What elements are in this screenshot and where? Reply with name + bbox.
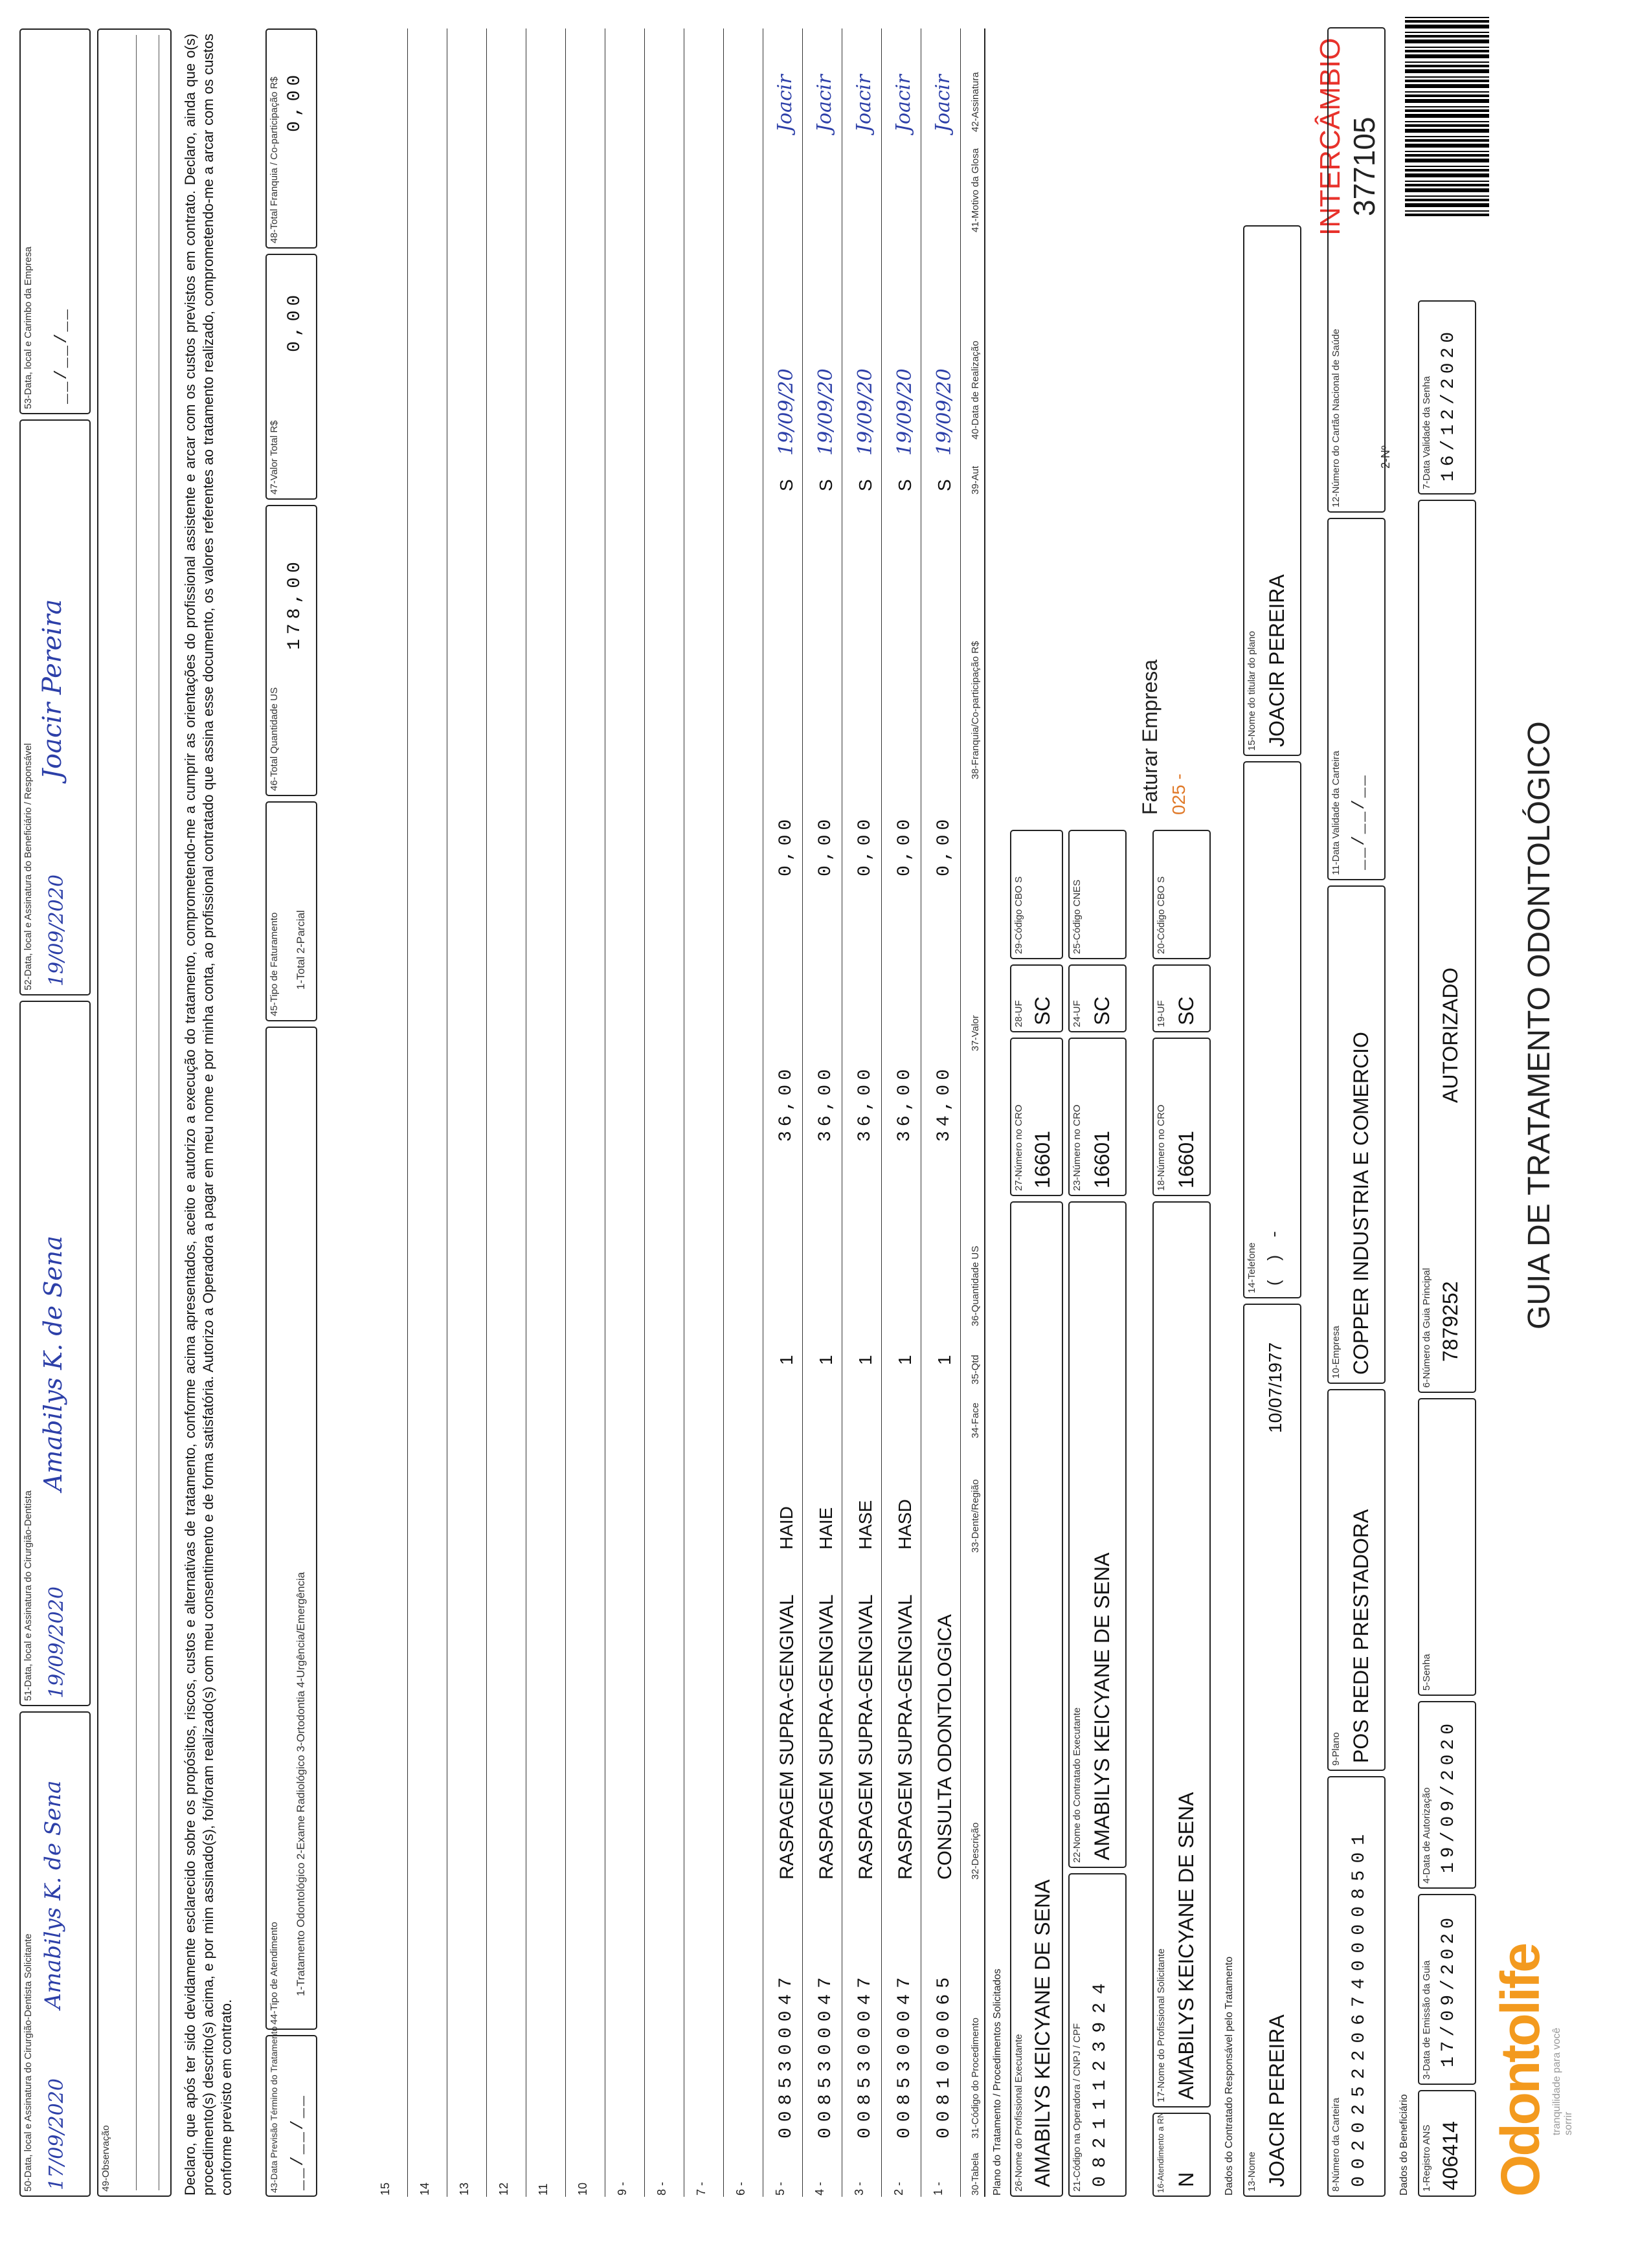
declaracao-text: Declaro, que após ter sido devidamente esclarecido sobre os propósitos, riscos, custos e alternativas de tratamento, conforme acima apresentados, aceito e autorizo a execução do tratamento, comprometendo-me a cumprir as orientações do profissional assistente e arcar com os custos previstos em contrato. Declaro, ainda que o(s) procedimento(s) descrito(s) acima, e por mim assinado(s), foi/foram realizado(s) com meu consentimento e de forma satisfatória. Autorizo a Operadora a pagar em meu nome e por minha conta, ao profissional contratado que assina esse documento, os valores referentes ao tratamento realizado, comprometendo-me a arcar com os custos conforme previsto em contrato.	[182, 34, 234, 2196]
table-row	[774, 0, 802, 2268]
table-row-line	[486, 28, 487, 2197]
data-beneficiario: 19/09/2020	[45, 874, 68, 986]
table-row-line	[565, 28, 566, 2197]
field-4-label: 4-Data de Autorização	[1421, 1787, 1432, 1884]
row-us: 36,00	[816, 1064, 836, 1142]
field-51-label: 51-Data, local e Assinatura do Cirurgião-Dentista	[23, 1490, 34, 1701]
data-nascimento: 10/07/1977	[1265, 1342, 1285, 1433]
col-dente: 33-Dente/Região	[970, 1479, 981, 1553]
total-franquia: 0,00	[285, 70, 305, 132]
total-quantidade-us: 178,00	[285, 557, 305, 650]
col-tabela: 30-Tabela	[970, 2153, 981, 2196]
row-us: 36,00	[776, 1064, 796, 1142]
row-valor: 0,00	[776, 814, 796, 876]
row-descricao: RASPAGEM SUPRA-GENGIVAL	[895, 1594, 916, 1880]
row-aut: S	[855, 479, 875, 491]
row-codigo: 0085300047	[895, 1971, 915, 2139]
row-number: 5 -	[774, 2181, 787, 2196]
logo-brand: Odontolife	[1490, 1944, 1551, 2197]
table-row	[458, 0, 486, 2268]
table-row	[576, 0, 605, 2268]
field-5-label: 5-Senha	[1421, 1654, 1432, 1691]
field-9-label: 9-Plano	[1331, 1732, 1342, 1766]
data-autorizacao: 19/09/2020	[1439, 1718, 1459, 1873]
row-number: 13	[458, 2182, 471, 2196]
row-codigo: 0085300047	[776, 1971, 796, 2139]
row-dente: HAIE	[816, 1507, 836, 1550]
cro-executante: 16601	[1031, 1131, 1054, 1188]
row-qtd: 1	[934, 1355, 954, 1365]
field-15-label: 15-Nome do titular do plano	[1246, 630, 1257, 751]
table-row-line	[802, 28, 803, 2197]
col-franquia: 38-Franquia/Co-participação R$	[970, 641, 981, 779]
row-number: 7 -	[695, 2181, 708, 2196]
row-qtd: 1	[816, 1355, 836, 1365]
table-top-line	[984, 28, 985, 2197]
contratado-executante: AMABILYS KEICYANE DE SENA	[1090, 1552, 1114, 1860]
observacao-line-1	[136, 35, 137, 2190]
uf-solicitante: SC	[1174, 996, 1198, 1025]
row-number: 11	[537, 2183, 550, 2196]
row-descricao: RASPAGEM SUPRA-GENGIVAL	[855, 1594, 877, 1880]
table-row	[616, 0, 644, 2268]
empresa: COPPER INDUSTRIA E COMERCIO	[1349, 1032, 1373, 1375]
col-assinatura: 42-Assinatura	[970, 72, 981, 132]
col-aut: 39-Aut	[970, 465, 981, 495]
uf-contratado: SC	[1090, 996, 1114, 1025]
row-descricao: CONSULTA ODONTOLOGICA	[934, 1614, 956, 1880]
field-26-label: 26-Nome do Profissional Executante	[1013, 2034, 1024, 2192]
row-qtd: 1	[776, 1355, 796, 1365]
section-beneficiario: Dados do Beneficiário	[1398, 2094, 1410, 2196]
row-number: 3 -	[853, 2181, 866, 2196]
plano: POS REDE PRESTADORA	[1349, 1509, 1373, 1763]
field-5-box	[1418, 1398, 1476, 1696]
row-assinatura: Joacir	[813, 74, 836, 132]
field-13-label: 13-Nome	[1246, 2151, 1257, 2192]
validade-senha: 16/12/2020	[1439, 327, 1459, 482]
row-codigo: 0085300047	[855, 1971, 875, 2139]
field-46-label: 46-Total Quantidade US	[269, 687, 280, 791]
data-empresa: __/__/__	[52, 307, 71, 404]
col-us: 36-Quantidade US	[970, 1245, 981, 1326]
row-number: 9 -	[616, 2181, 629, 2196]
field-44-label: 44-Tipo de Atendimento	[269, 1922, 280, 2025]
field-45-label: 45-Tipo de Faturamento	[269, 912, 280, 1016]
section-solicitante: Dados do Contratado Responsável pelo Tratamento	[1224, 1956, 1235, 2196]
row-descricao: RASPAGEM SUPRA-GENGIVAL	[776, 1594, 798, 1880]
assinatura-beneficiario: Joacir Pereira	[38, 599, 67, 779]
validade-carteira: __/__/__	[1349, 773, 1369, 870]
data-executante: 19/09/2020	[45, 1586, 68, 1698]
data-emissao: 17/09/2020	[1439, 1913, 1459, 2067]
numero-carteira: 00202522067400008501	[1349, 1827, 1369, 2187]
telefone: ( ) -	[1265, 1227, 1285, 1287]
row-number: 2 -	[892, 2181, 905, 2196]
cro-contratado: 16601	[1090, 1131, 1114, 1188]
row-valor: 0,00	[934, 814, 954, 876]
field-6-box	[1418, 500, 1476, 1393]
table-row	[932, 0, 960, 2268]
field-50-label: 50-Data, local e Assinatura do Cirurgião-Dentista Solicitante	[23, 1933, 34, 2192]
row-codigo: 0081000065	[934, 1971, 954, 2139]
col-codigo: 31-Código do Procedimento	[970, 2018, 981, 2139]
col-qtd: 35-Qtd	[970, 1355, 981, 1384]
field-52-label: 52-Data, local e Assinatura do Beneficiário / Responsável	[23, 743, 34, 990]
table-row	[813, 0, 842, 2268]
registro-ans: 406414	[1439, 2121, 1462, 2190]
field-28-label: 28-UF	[1013, 1000, 1024, 1027]
table-row	[655, 0, 684, 2268]
table-row-line	[960, 28, 961, 2197]
row-us: 36,00	[895, 1064, 915, 1142]
field-25-label: 25-Código CNES	[1072, 879, 1083, 954]
row-assinatura: Joacir	[774, 74, 796, 132]
field-11-label: 11-Data Validade da Carteira	[1331, 750, 1342, 875]
uf-executante: SC	[1031, 996, 1054, 1025]
profissional-solicitante: AMABILYS KEICYANE DE SENA	[1174, 1792, 1198, 2100]
previsao-termino: __/__/__	[288, 2094, 308, 2190]
row-qtd: 1	[895, 1355, 915, 1365]
atendimento-rn: N	[1174, 2172, 1198, 2187]
cro-solicitante: 16601	[1174, 1131, 1198, 1188]
row-us: 34,00	[934, 1064, 954, 1142]
row-codigo: 0085300047	[816, 1971, 836, 2139]
table-row-line	[881, 28, 882, 2197]
row-valor: 0,00	[895, 814, 915, 876]
titular-plano: JOACIR PEREIRA	[1265, 574, 1288, 747]
field-48-label: 48-Total Franquia / Co-participação R$	[269, 76, 280, 243]
row-dente: HASE	[855, 1500, 875, 1550]
barcode	[1405, 16, 1489, 216]
faturar-text: Faturar Empresa	[1138, 659, 1162, 815]
row-aut: S	[895, 479, 915, 491]
field-19-label: 19-UF	[1156, 1000, 1167, 1027]
tipo-atendimento-options: 1-Tratamento Odontológico 2-Exame Radiológico 3-Ortodontia 4-Urgência/Emergência	[295, 1572, 307, 1996]
row-number: 14	[418, 2182, 431, 2196]
row-data: 19/09/20	[775, 368, 798, 456]
table-row	[418, 0, 447, 2268]
faturar-code: 025 -	[1169, 773, 1189, 815]
field-14-label: 14-Telefone	[1246, 1242, 1257, 1293]
table-row	[734, 0, 763, 2268]
field-22-label: 22-Nome do Contratado Executante	[1072, 1707, 1083, 1863]
field-18-label: 18-Número no CRO	[1156, 1104, 1167, 1191]
col-glosa: 41-Motivo da Glosa	[970, 148, 981, 232]
row-number: 1 -	[932, 2181, 945, 2196]
guia-number: 377105	[1347, 117, 1381, 216]
odontolife-logo	[1489, 1944, 1586, 2197]
table-row-line	[723, 28, 724, 2197]
row-dente: HAID	[776, 1506, 796, 1550]
row-us: 36,00	[855, 1064, 875, 1142]
field-47-label: 47-Valor Total R$	[269, 420, 280, 495]
field-53-label: 53-Data, local e Carimbo da Empresa	[23, 247, 34, 409]
field-20-label: 20-Código CBO S	[1156, 876, 1167, 954]
field-8-label: 8-Número da Carteira	[1331, 2097, 1342, 2192]
field-49-label: 49-Observação	[100, 2125, 111, 2192]
data-solicitante: 17/09/2020	[45, 2078, 68, 2190]
page-title: GUIA DE TRATAMENTO ODONTOLÓGICO	[1522, 721, 1556, 1329]
senha: AUTORIZADO	[1439, 967, 1462, 1103]
logo-tagline: tranquilidade para você sorrir	[1551, 2027, 1574, 2135]
row-valor: 0,00	[855, 814, 875, 876]
row-assinatura: Joacir	[892, 74, 915, 132]
table-row	[695, 0, 723, 2268]
table-row-line	[407, 28, 408, 2197]
codigo-operadora: 08211123924	[1090, 1975, 1110, 2187]
table-row	[892, 0, 921, 2268]
field-29-label: 29-Código CBO S	[1013, 876, 1024, 954]
row-assinatura: Joacir	[932, 74, 954, 132]
field-24-label: 24-UF	[1072, 1000, 1083, 1027]
field-3-label: 3-Data de Emissão da Guia	[1421, 1960, 1432, 2080]
col-valor: 37-Valor	[970, 1015, 981, 1051]
assinatura-executante: Amabilys K. de Sena	[39, 1236, 67, 1491]
row-assinatura: Joacir	[853, 74, 875, 132]
table-row-line	[644, 28, 645, 2197]
col-data: 40-Data de Realização	[970, 340, 981, 439]
field-14-box	[1243, 761, 1301, 1298]
intercambio-badge: INTERCÂMBIO	[1314, 38, 1346, 236]
row-dente: HASD	[895, 1499, 915, 1550]
row-number: 8 -	[655, 2181, 668, 2196]
row-qtd: 1	[855, 1355, 875, 1365]
field-16-label: 16-Atendimento a RN	[1156, 2111, 1165, 2193]
row-number: 12	[497, 2182, 510, 2196]
valor-total: 0,00	[285, 290, 305, 352]
row-aut: S	[934, 479, 954, 491]
table-row	[497, 0, 526, 2268]
row-number: 6 -	[734, 2181, 747, 2196]
row-data: 19/09/20	[893, 368, 916, 456]
col-face: 34-Face	[970, 1402, 981, 1438]
row-data: 19/09/20	[854, 368, 877, 456]
field-43-label: 43-Data Previsão Término do Tratamento	[269, 2026, 279, 2193]
row-data: 19/09/20	[933, 368, 956, 456]
guia-principal: 7879252	[1439, 1281, 1462, 1362]
row-number: 15	[379, 2182, 392, 2196]
table-row	[537, 0, 565, 2268]
field-10-label: 10-Empresa	[1331, 1326, 1342, 1379]
row-aut: S	[816, 479, 836, 491]
field-1-label: 1-Registro ANS	[1421, 2124, 1432, 2192]
field-21-label: 21-Código na Operadora / CNPJ / CPF	[1072, 2023, 1083, 2192]
field-27-label: 27-Número no CRO	[1013, 1104, 1024, 1191]
profissional-executante: AMABILYS KEICYANE DE SENA	[1031, 1879, 1054, 2187]
col-descricao: 32-Descrição	[970, 1822, 981, 1880]
table-row	[853, 0, 881, 2268]
table-row	[379, 0, 407, 2268]
row-valor: 0,00	[816, 814, 836, 876]
nome-beneficiario: JOACIR PEREIRA	[1265, 2014, 1288, 2187]
row-aut: S	[776, 479, 796, 491]
field-17-label: 17-Nome do Profissional Solicitante	[1156, 1948, 1167, 2102]
field-7-label: 7-Data Validade da Senha	[1421, 376, 1432, 489]
row-data: 19/09/20	[814, 368, 837, 456]
field-12-label: 12-Número do Cartão Nacional de Saúde	[1331, 329, 1342, 507]
field-23-label: 23-Número no CRO	[1072, 1104, 1083, 1191]
row-descricao: RASPAGEM SUPRA-GENGIVAL	[816, 1594, 837, 1880]
field-6-label: 6-Número da Guia Principal	[1421, 1267, 1432, 1388]
section-plano: Plano do Tratamento / Procedimentos Solicitados	[992, 1968, 1003, 2196]
numero-label: 2-Nº	[1379, 445, 1392, 469]
tipo-faturamento-options: 1-Total 2-Parcial	[295, 910, 307, 990]
assinatura-solicitante: Amabilys K. de Sena	[40, 1780, 66, 2009]
field-44-box	[265, 1027, 317, 2030]
row-number: 4 -	[813, 2181, 826, 2196]
row-number: 10	[576, 2182, 589, 2196]
field-49-box	[97, 28, 172, 2197]
